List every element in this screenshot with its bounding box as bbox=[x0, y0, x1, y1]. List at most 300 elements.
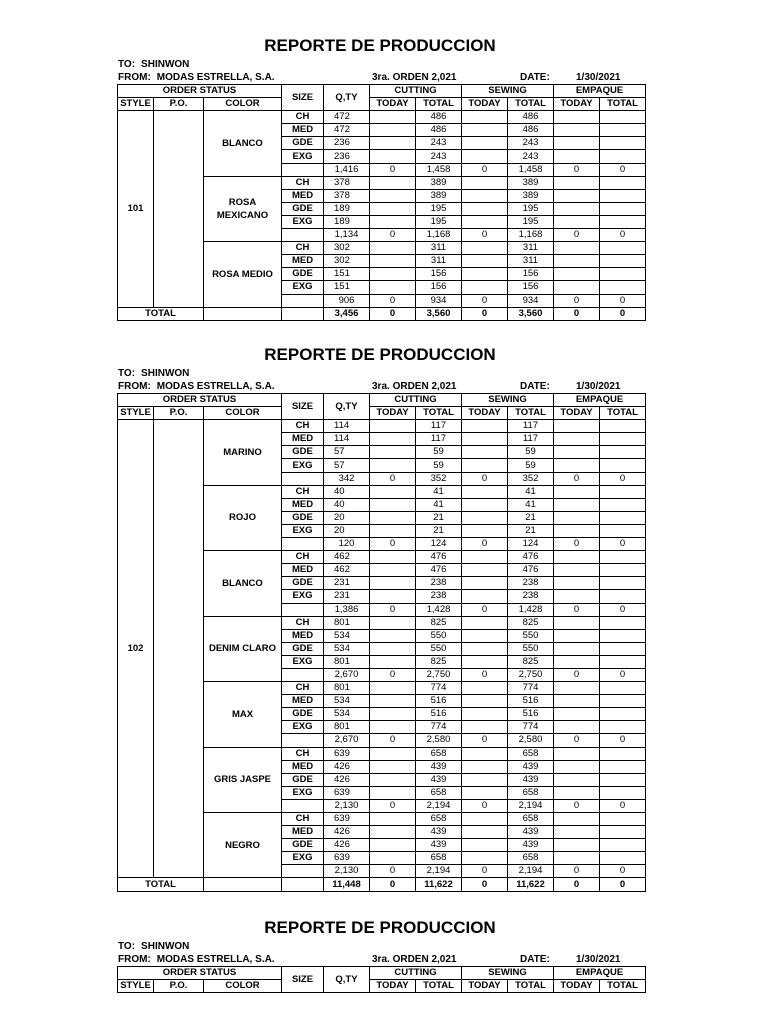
value-cell bbox=[554, 708, 600, 721]
value-cell: 476 bbox=[416, 551, 462, 564]
po-header: P.O. bbox=[154, 98, 204, 111]
color-name: MAX bbox=[204, 682, 282, 747]
subtotal-cell: 2,130 bbox=[324, 865, 370, 878]
subtotal-cell: 2,750 bbox=[508, 668, 554, 681]
value-cell bbox=[462, 485, 508, 498]
value-cell bbox=[554, 760, 600, 773]
value-cell bbox=[462, 852, 508, 865]
value-cell: 658 bbox=[508, 747, 554, 760]
value-cell: 238 bbox=[508, 577, 554, 590]
value-cell: 231 bbox=[324, 577, 370, 590]
value-cell bbox=[600, 420, 646, 433]
value-cell bbox=[554, 682, 600, 695]
value-cell: 236 bbox=[324, 150, 370, 163]
color-name: ROSA MEXICANO bbox=[204, 176, 282, 241]
value-cell bbox=[600, 852, 646, 865]
value-cell bbox=[462, 695, 508, 708]
value-cell bbox=[370, 682, 416, 695]
style-number: 102 bbox=[118, 420, 154, 878]
subtotal-cell: 1,386 bbox=[324, 603, 370, 616]
sewing-header: SEWING bbox=[462, 967, 554, 980]
value-cell: 302 bbox=[324, 255, 370, 268]
value-cell bbox=[462, 708, 508, 721]
total-cell: 3,560 bbox=[416, 307, 462, 320]
from-value: MODAS ESTRELLA, S.A. bbox=[156, 381, 275, 392]
value-cell bbox=[462, 176, 508, 189]
today-header: TODAY bbox=[370, 407, 416, 420]
total-label: TOTAL bbox=[118, 878, 204, 891]
subtotal-cell: 2,580 bbox=[508, 734, 554, 747]
from-label: FROM: bbox=[118, 72, 151, 83]
value-cell bbox=[600, 773, 646, 786]
subtotal-cell: 0 bbox=[462, 865, 508, 878]
color-name: ROSA MEDIO bbox=[204, 242, 282, 307]
header-row bbox=[118, 394, 646, 407]
value-cell bbox=[554, 268, 600, 281]
value-cell bbox=[554, 826, 600, 839]
value-cell bbox=[462, 564, 508, 577]
value-cell bbox=[600, 189, 646, 202]
date-label: DATE: bbox=[520, 72, 550, 83]
value-cell: 658 bbox=[508, 852, 554, 865]
total-cell: 0 bbox=[600, 878, 646, 891]
value-cell bbox=[370, 642, 416, 655]
value-cell: 243 bbox=[508, 150, 554, 163]
total-header: TOTAL bbox=[508, 407, 554, 420]
value-cell bbox=[600, 215, 646, 228]
subtotal-cell: 0 bbox=[554, 734, 600, 747]
value-cell: 238 bbox=[508, 590, 554, 603]
size-cell: EXG bbox=[282, 524, 324, 537]
size-cell bbox=[282, 472, 324, 485]
subtotal-cell: 352 bbox=[508, 472, 554, 485]
size-cell bbox=[282, 307, 324, 320]
value-cell bbox=[462, 137, 508, 150]
to-label: TO: bbox=[118, 368, 136, 379]
size-cell: MED bbox=[282, 433, 324, 446]
subtotal-cell: 124 bbox=[416, 538, 462, 551]
date-value: 1/30/2021 bbox=[576, 954, 621, 965]
value-cell bbox=[554, 111, 600, 124]
value-cell bbox=[600, 459, 646, 472]
value-cell: 195 bbox=[508, 215, 554, 228]
date-label: DATE: bbox=[520, 954, 550, 965]
subtotal-cell: 0 bbox=[600, 668, 646, 681]
value-cell bbox=[462, 642, 508, 655]
color-header: COLOR bbox=[204, 407, 282, 420]
value-cell: 439 bbox=[508, 760, 554, 773]
total-label: TOTAL bbox=[118, 307, 204, 320]
total-row bbox=[118, 307, 646, 320]
value-cell: 20 bbox=[324, 524, 370, 537]
total-cell: 0 bbox=[554, 307, 600, 320]
size-cell: EXG bbox=[282, 721, 324, 734]
value-cell: 462 bbox=[324, 551, 370, 564]
value-cell bbox=[370, 111, 416, 124]
subtotal-cell: 0 bbox=[554, 163, 600, 176]
value-cell bbox=[600, 433, 646, 446]
value-cell: 156 bbox=[508, 268, 554, 281]
value-cell bbox=[554, 189, 600, 202]
value-cell: 231 bbox=[324, 590, 370, 603]
value-cell: 486 bbox=[508, 124, 554, 137]
subtotal-cell: 0 bbox=[370, 668, 416, 681]
color-cell bbox=[204, 307, 282, 320]
value-cell bbox=[600, 281, 646, 294]
value-cell: 238 bbox=[416, 577, 462, 590]
subtotal-cell: 0 bbox=[462, 799, 508, 812]
value-cell: 658 bbox=[416, 747, 462, 760]
value-cell: 534 bbox=[324, 629, 370, 642]
size-cell: MED bbox=[282, 695, 324, 708]
value-cell: 21 bbox=[508, 511, 554, 524]
subtotal-cell: 2,130 bbox=[324, 799, 370, 812]
value-cell bbox=[462, 215, 508, 228]
size-cell: GDE bbox=[282, 137, 324, 150]
subtotal-cell: 0 bbox=[462, 603, 508, 616]
value-cell bbox=[554, 215, 600, 228]
subtotal-cell: 0 bbox=[370, 538, 416, 551]
value-cell: 41 bbox=[508, 498, 554, 511]
value-cell: 426 bbox=[324, 839, 370, 852]
size-cell: EXG bbox=[282, 281, 324, 294]
table-row bbox=[118, 420, 646, 433]
value-cell: 472 bbox=[324, 111, 370, 124]
value-cell: 40 bbox=[324, 498, 370, 511]
value-cell: 41 bbox=[508, 485, 554, 498]
subtotal-cell: 2,194 bbox=[416, 865, 462, 878]
value-cell bbox=[600, 150, 646, 163]
subtotal-cell: 0 bbox=[462, 294, 508, 307]
value-cell bbox=[554, 137, 600, 150]
size-cell: MED bbox=[282, 760, 324, 773]
size-cell: EXG bbox=[282, 215, 324, 228]
value-cell: 550 bbox=[416, 642, 462, 655]
value-cell bbox=[554, 524, 600, 537]
total-cell: 3,456 bbox=[324, 307, 370, 320]
value-cell bbox=[600, 137, 646, 150]
color-name: NEGRO bbox=[204, 813, 282, 878]
value-cell bbox=[370, 189, 416, 202]
total-cell: 0 bbox=[462, 307, 508, 320]
subtotal-cell: 0 bbox=[370, 734, 416, 747]
subtotal-cell: 0 bbox=[554, 472, 600, 485]
subtotal-cell: 1,428 bbox=[508, 603, 554, 616]
value-cell bbox=[600, 551, 646, 564]
subtotal-cell: 0 bbox=[554, 865, 600, 878]
value-cell: 658 bbox=[416, 813, 462, 826]
size-cell: GDE bbox=[282, 773, 324, 786]
subtotal-cell: 0 bbox=[554, 603, 600, 616]
value-cell bbox=[462, 268, 508, 281]
value-cell bbox=[370, 551, 416, 564]
report-title: REPORTE DE PRODUCCION bbox=[264, 918, 496, 937]
subtotal-cell: 0 bbox=[462, 734, 508, 747]
value-cell: 378 bbox=[324, 189, 370, 202]
size-cell bbox=[282, 229, 324, 242]
value-cell: 156 bbox=[416, 281, 462, 294]
subtotal-cell: 1,416 bbox=[324, 163, 370, 176]
style-header: STYLE bbox=[118, 98, 154, 111]
value-cell bbox=[600, 616, 646, 629]
size-cell: EXG bbox=[282, 459, 324, 472]
value-cell: 311 bbox=[508, 255, 554, 268]
order-number: 3ra. ORDEN 2,021 bbox=[372, 72, 457, 83]
style-header: STYLE bbox=[118, 407, 154, 420]
value-cell bbox=[462, 433, 508, 446]
value-cell bbox=[462, 459, 508, 472]
value-cell bbox=[554, 459, 600, 472]
value-cell: 243 bbox=[508, 137, 554, 150]
today-header: TODAY bbox=[554, 98, 600, 111]
value-cell bbox=[554, 124, 600, 137]
value-cell: 243 bbox=[416, 150, 462, 163]
today-header: TODAY bbox=[462, 98, 508, 111]
value-cell bbox=[462, 616, 508, 629]
value-cell: 825 bbox=[416, 655, 462, 668]
value-cell bbox=[600, 124, 646, 137]
size-cell: CH bbox=[282, 242, 324, 255]
value-cell: 801 bbox=[324, 655, 370, 668]
value-cell: 151 bbox=[324, 281, 370, 294]
value-cell bbox=[554, 498, 600, 511]
total-header: TOTAL bbox=[416, 98, 462, 111]
value-cell: 59 bbox=[416, 446, 462, 459]
value-cell: 774 bbox=[508, 682, 554, 695]
value-cell: 476 bbox=[508, 551, 554, 564]
po-cell bbox=[154, 111, 204, 307]
subtotal-cell: 0 bbox=[554, 668, 600, 681]
value-cell: 476 bbox=[508, 564, 554, 577]
size-cell bbox=[282, 734, 324, 747]
total-cell: 11,448 bbox=[324, 878, 370, 891]
header-row bbox=[118, 980, 646, 993]
subtotal-cell: 1,134 bbox=[324, 229, 370, 242]
value-cell bbox=[600, 564, 646, 577]
subtotal-cell: 2,670 bbox=[324, 668, 370, 681]
color-header: COLOR bbox=[204, 980, 282, 993]
to-line bbox=[118, 368, 189, 379]
value-cell: 21 bbox=[416, 511, 462, 524]
value-cell: 439 bbox=[416, 826, 462, 839]
subtotal-cell: 0 bbox=[462, 229, 508, 242]
value-cell: 389 bbox=[508, 176, 554, 189]
size-cell: GDE bbox=[282, 839, 324, 852]
value-cell bbox=[462, 826, 508, 839]
size-cell bbox=[282, 294, 324, 307]
size-cell: MED bbox=[282, 189, 324, 202]
value-cell: 534 bbox=[324, 642, 370, 655]
value-cell: 825 bbox=[508, 655, 554, 668]
value-cell bbox=[370, 242, 416, 255]
order-status-header: ORDER STATUS bbox=[118, 394, 282, 407]
value-cell bbox=[462, 420, 508, 433]
color-name: GRIS JASPE bbox=[204, 747, 282, 812]
subtotal-cell: 934 bbox=[416, 294, 462, 307]
size-cell bbox=[282, 668, 324, 681]
value-cell bbox=[370, 826, 416, 839]
total-cell: 11,622 bbox=[416, 878, 462, 891]
value-cell bbox=[554, 446, 600, 459]
value-cell bbox=[370, 215, 416, 228]
value-cell bbox=[370, 655, 416, 668]
value-cell bbox=[600, 524, 646, 537]
to-label: TO: bbox=[118, 941, 136, 952]
subtotal-cell: 0 bbox=[600, 163, 646, 176]
value-cell: 117 bbox=[416, 420, 462, 433]
po-header: P.O. bbox=[154, 407, 204, 420]
size-cell: EXG bbox=[282, 150, 324, 163]
value-cell bbox=[462, 202, 508, 215]
subtotal-cell: 0 bbox=[600, 294, 646, 307]
value-cell: 774 bbox=[416, 682, 462, 695]
value-cell bbox=[462, 839, 508, 852]
subtotal-cell: 1,428 bbox=[416, 603, 462, 616]
value-cell: 57 bbox=[324, 459, 370, 472]
value-cell bbox=[554, 255, 600, 268]
total-header: TOTAL bbox=[600, 980, 646, 993]
value-cell bbox=[462, 242, 508, 255]
value-cell bbox=[370, 150, 416, 163]
subtotal-cell: 0 bbox=[554, 538, 600, 551]
subtotal-cell: 1,168 bbox=[508, 229, 554, 242]
value-cell bbox=[554, 577, 600, 590]
value-cell bbox=[370, 590, 416, 603]
value-cell: 238 bbox=[416, 590, 462, 603]
value-cell bbox=[600, 826, 646, 839]
value-cell bbox=[600, 511, 646, 524]
report-title: REPORTE DE PRODUCCION bbox=[264, 36, 496, 55]
value-cell bbox=[554, 839, 600, 852]
value-cell: 486 bbox=[416, 111, 462, 124]
value-cell bbox=[462, 773, 508, 786]
value-cell: 117 bbox=[508, 433, 554, 446]
total-row bbox=[118, 878, 646, 891]
value-cell bbox=[462, 511, 508, 524]
subtotal-cell: 0 bbox=[370, 865, 416, 878]
subtotal-cell: 0 bbox=[370, 603, 416, 616]
value-cell bbox=[462, 813, 508, 826]
value-cell: 639 bbox=[324, 747, 370, 760]
value-cell bbox=[462, 111, 508, 124]
subtotal-cell: 2,194 bbox=[508, 865, 554, 878]
value-cell bbox=[462, 189, 508, 202]
value-cell bbox=[370, 695, 416, 708]
today-header: TODAY bbox=[554, 407, 600, 420]
value-cell: 550 bbox=[508, 629, 554, 642]
total-cell: 0 bbox=[370, 307, 416, 320]
subtotal-cell: 0 bbox=[462, 472, 508, 485]
value-cell: 550 bbox=[508, 642, 554, 655]
size-header: SIZE bbox=[282, 85, 324, 111]
value-cell bbox=[600, 485, 646, 498]
from-label: FROM: bbox=[118, 954, 151, 965]
empaque-header: EMPAQUE bbox=[554, 394, 646, 407]
value-cell bbox=[370, 124, 416, 137]
value-cell bbox=[554, 281, 600, 294]
value-cell bbox=[554, 773, 600, 786]
sewing-header: SEWING bbox=[462, 394, 554, 407]
value-cell: 41 bbox=[416, 498, 462, 511]
value-cell bbox=[600, 446, 646, 459]
value-cell bbox=[554, 695, 600, 708]
value-cell: 156 bbox=[508, 281, 554, 294]
value-cell: 825 bbox=[508, 616, 554, 629]
total-header: TOTAL bbox=[600, 98, 646, 111]
value-cell bbox=[554, 433, 600, 446]
value-cell bbox=[370, 498, 416, 511]
value-cell bbox=[370, 176, 416, 189]
value-cell bbox=[554, 485, 600, 498]
value-cell: 658 bbox=[508, 786, 554, 799]
total-cell: 0 bbox=[554, 878, 600, 891]
header-row bbox=[118, 407, 646, 420]
subtotal-cell: 1,458 bbox=[508, 163, 554, 176]
qty-header: Q,TY bbox=[324, 394, 370, 420]
style-header: STYLE bbox=[118, 980, 154, 993]
from-value: MODAS ESTRELLA, S.A. bbox=[156, 72, 275, 83]
value-cell bbox=[554, 511, 600, 524]
value-cell bbox=[462, 498, 508, 511]
value-cell bbox=[462, 760, 508, 773]
value-cell bbox=[600, 268, 646, 281]
value-cell: 462 bbox=[324, 564, 370, 577]
subtotal-cell: 0 bbox=[600, 799, 646, 812]
size-cell: MED bbox=[282, 826, 324, 839]
value-cell bbox=[600, 642, 646, 655]
value-cell: 156 bbox=[416, 268, 462, 281]
order-number: 3ra. ORDEN 2,021 bbox=[372, 954, 457, 965]
value-cell bbox=[600, 202, 646, 215]
value-cell: 658 bbox=[508, 813, 554, 826]
subtotal-cell: 0 bbox=[462, 538, 508, 551]
subtotal-cell: 906 bbox=[324, 294, 370, 307]
value-cell: 439 bbox=[416, 773, 462, 786]
date-value: 1/30/2021 bbox=[576, 72, 621, 83]
value-cell bbox=[462, 124, 508, 137]
size-cell bbox=[282, 603, 324, 616]
table-row bbox=[118, 111, 646, 124]
value-cell bbox=[370, 786, 416, 799]
value-cell bbox=[462, 577, 508, 590]
total-header: TOTAL bbox=[508, 980, 554, 993]
value-cell: 801 bbox=[324, 721, 370, 734]
value-cell: 59 bbox=[508, 459, 554, 472]
value-cell: 516 bbox=[416, 708, 462, 721]
value-cell bbox=[370, 773, 416, 786]
today-header: TODAY bbox=[462, 980, 508, 993]
value-cell: 774 bbox=[508, 721, 554, 734]
value-cell: 658 bbox=[416, 852, 462, 865]
total-cell: 0 bbox=[600, 307, 646, 320]
value-cell bbox=[554, 629, 600, 642]
subtotal-cell: 0 bbox=[554, 229, 600, 242]
value-cell bbox=[554, 852, 600, 865]
value-cell: 476 bbox=[416, 564, 462, 577]
from-value: MODAS ESTRELLA, S.A. bbox=[156, 954, 275, 965]
value-cell: 40 bbox=[324, 485, 370, 498]
size-header: SIZE bbox=[282, 967, 324, 993]
value-cell: 516 bbox=[508, 695, 554, 708]
color-name: ROJO bbox=[204, 485, 282, 550]
size-cell bbox=[282, 865, 324, 878]
value-cell: 243 bbox=[416, 137, 462, 150]
size-cell bbox=[282, 878, 324, 891]
subtotal-cell: 0 bbox=[370, 229, 416, 242]
value-cell bbox=[600, 721, 646, 734]
size-cell: MED bbox=[282, 498, 324, 511]
value-cell: 534 bbox=[324, 708, 370, 721]
